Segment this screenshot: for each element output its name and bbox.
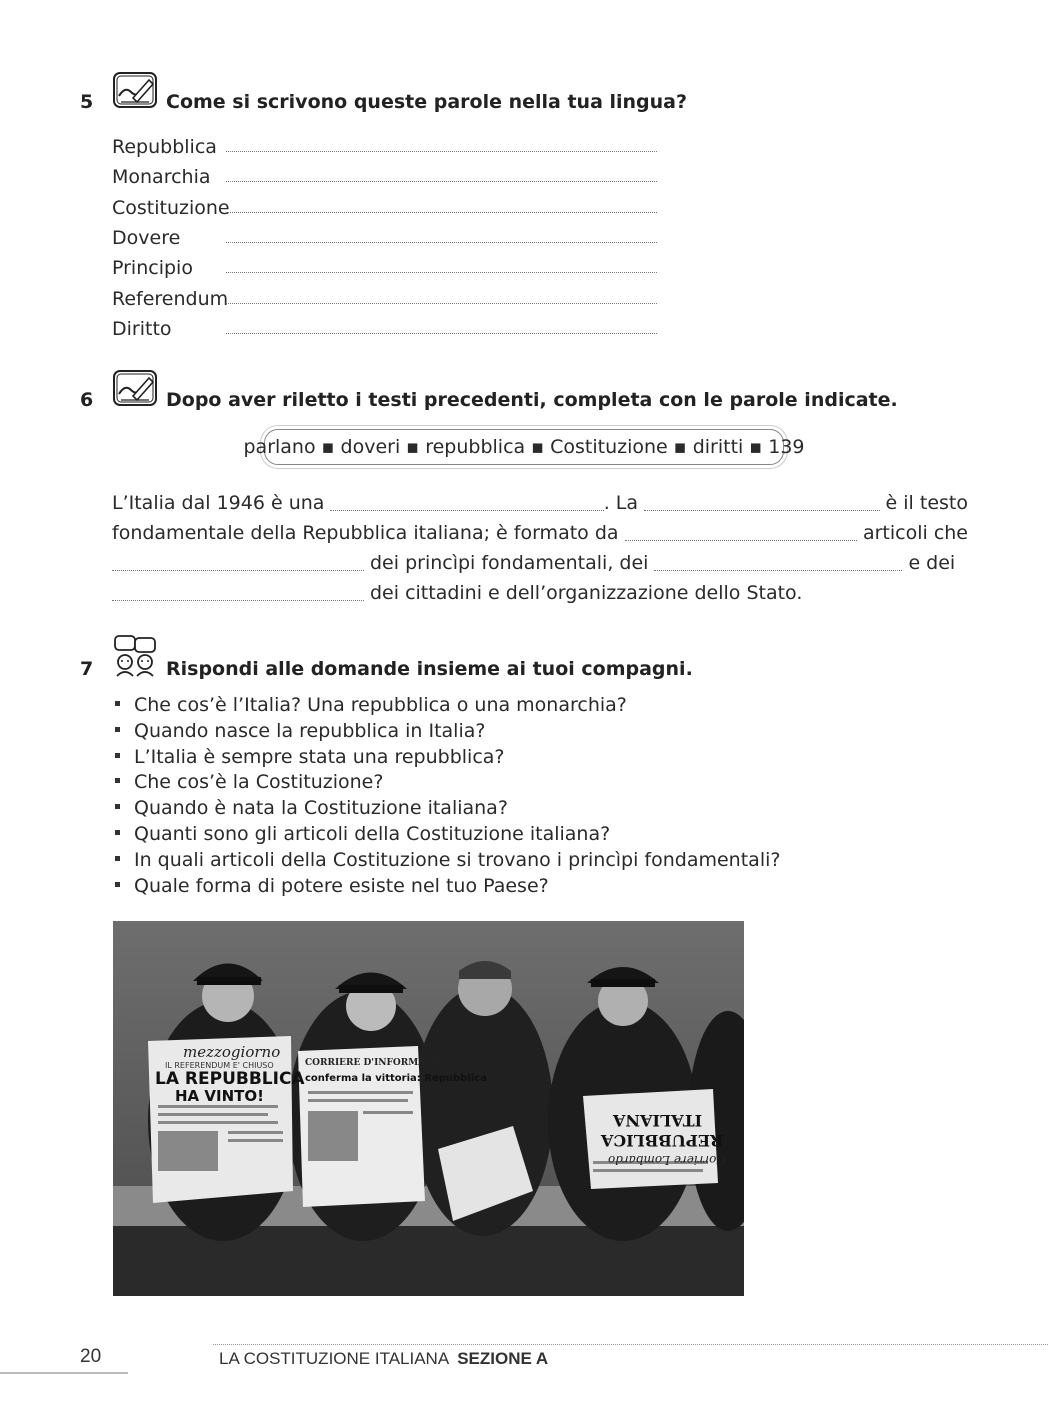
list-item (112, 848, 812, 874)
newspaper-masthead: Corriere Lombardo (608, 1153, 726, 1167)
word-row (112, 219, 657, 249)
question-text: In quali articoli della Costituzione si trovano i princìpi fondamentali? (134, 848, 781, 871)
question-text: Che cos’è la Costituzione? (134, 771, 384, 794)
pencil-writing-icon (113, 72, 157, 108)
newspaper-headline: conferma la vittoria: Repubblica (305, 1073, 487, 1084)
question-text: Quando è nata la Costituzione italiana? (134, 797, 508, 820)
newspaper-headline: LA REPUBBLICA (155, 1069, 305, 1089)
bullet-icon (115, 856, 120, 861)
newspaper-headline: HA VINTO! (175, 1087, 264, 1105)
newspaper-headline: ITALIANA (613, 1111, 703, 1130)
word-label: Principio (112, 257, 193, 279)
question-text: Quanti sono gli articoli della Costituzione italiana? (134, 822, 611, 845)
word-row (112, 249, 657, 279)
newspaper-masthead: mezzogiorno (183, 1043, 281, 1061)
cloze-text: fondamentale della Repubblica italiana; è formato da (112, 522, 619, 544)
question-text: L’Italia è sempre stata una repubblica? (134, 745, 505, 768)
cloze-text: articoli che (862, 522, 968, 544)
question-text: Quando nasce la repubblica in Italia? (134, 719, 486, 742)
list-item (112, 719, 812, 745)
answer-line[interactable] (226, 181, 657, 182)
cloze-blank[interactable] (112, 600, 364, 601)
exercise-6-title: Dopo aver riletto i testi precedenti, completa con le parole indicate. (166, 389, 898, 411)
cloze-text: . La (603, 492, 638, 514)
answer-line[interactable] (226, 242, 657, 243)
list-item (112, 874, 812, 900)
cloze-blank[interactable] (654, 570, 902, 571)
list-item (112, 822, 812, 848)
bullet-icon (115, 727, 120, 732)
cloze-blank[interactable] (625, 540, 857, 541)
bullet-icon (115, 778, 120, 783)
page-number: 20 (80, 1346, 102, 1367)
exercise-7-title: Rispondi alle domande insieme ai tuoi compagni. (166, 658, 693, 680)
word-label: Referendum (112, 288, 229, 310)
exercise-5-title: Come si scrivono queste parole nella tua lingua? (166, 91, 688, 113)
word-label: Costituzione (112, 197, 230, 219)
answer-line[interactable] (226, 272, 657, 273)
question-list (112, 693, 812, 899)
list-item (112, 745, 812, 771)
cloze-text: dei princìpi fondamentali, dei (370, 552, 649, 574)
cloze-paragraph (112, 488, 968, 610)
answer-line[interactable] (226, 151, 657, 152)
pencil-writing-icon (113, 370, 157, 406)
list-item (112, 693, 812, 719)
bullet-icon (115, 804, 120, 809)
list-item (112, 770, 812, 796)
word-label: Monarchia (112, 166, 211, 188)
word-row (112, 280, 657, 310)
word-label: Diritto (112, 318, 172, 340)
cloze-text: è il testo (885, 492, 968, 514)
word-row (112, 128, 657, 158)
answer-line[interactable] (226, 212, 657, 213)
question-text: Che cos’è l’Italia? Una repubblica o una monarchia? (134, 694, 627, 716)
answer-line[interactable] (226, 333, 657, 334)
footer-section: SEZIONE A (457, 1349, 549, 1368)
exercise-7-number: 7 (80, 658, 94, 680)
cloze-blank[interactable] (112, 570, 364, 571)
bullet-icon (115, 753, 120, 758)
answer-line[interactable] (226, 303, 657, 304)
cloze-blank[interactable] (330, 510, 603, 511)
newspaper-masthead: CORRIERE D'INFORMAZIONE (305, 1058, 459, 1068)
word-label: Repubblica (112, 136, 217, 158)
footer-left-rule (0, 1372, 128, 1374)
footer-title (219, 1349, 548, 1369)
word-row (112, 310, 657, 340)
cloze-blank[interactable] (644, 510, 880, 511)
cloze-text: dei cittadini e dell’organizzazione dello Stato. (370, 582, 803, 604)
list-item (112, 796, 812, 822)
word-bank: parlano ▪ doveri ▪ repubblica ▪ Costituzione ▪ diritti ▪ 139 (264, 429, 784, 465)
newspaper-headline: REPUBBLICA (601, 1131, 724, 1150)
word-row (112, 158, 657, 188)
bullet-icon (115, 882, 120, 887)
newspaper-kicker: IL REFERENDUM E' CHIUSO (165, 1061, 274, 1070)
cloze-text: e dei (908, 552, 956, 574)
footer-book-title: LA COSTITUZIONE ITALIANA (219, 1349, 450, 1368)
footer-divider (213, 1344, 1048, 1345)
historical-photo (113, 921, 744, 1296)
bullet-icon (115, 830, 120, 835)
word-label: Dovere (112, 227, 181, 249)
exercise-6-number: 6 (80, 389, 94, 411)
cloze-text: L’Italia dal 1946 è una (112, 492, 325, 514)
exercise-5-number: 5 (80, 91, 94, 113)
question-text: Quale forma di potere esiste nel tuo Paese? (134, 874, 549, 897)
word-row (112, 189, 657, 219)
group-discussion-icon (113, 634, 157, 670)
bullet-icon (115, 701, 120, 706)
